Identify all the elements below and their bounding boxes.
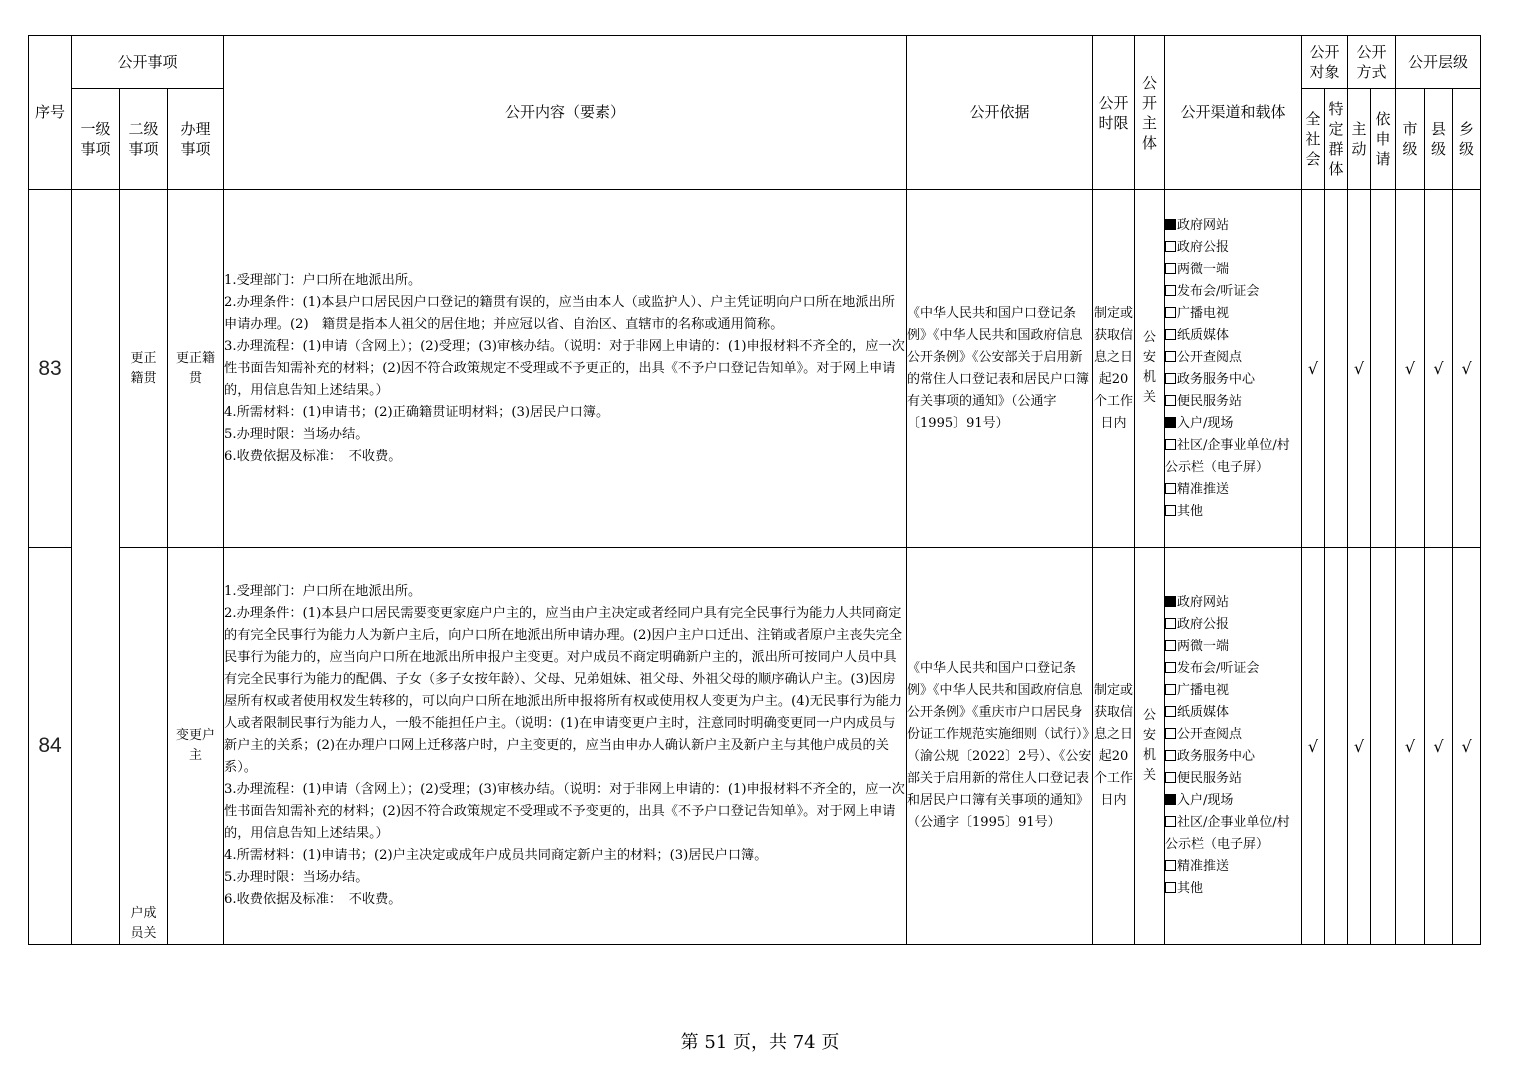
checkbox-icon bbox=[1165, 816, 1176, 827]
checkbox-icon bbox=[1165, 684, 1176, 695]
row-handle: 变更户主 bbox=[168, 548, 224, 945]
header-target-group: 特定群体 bbox=[1325, 89, 1348, 190]
channel-item: 公开查阅点 bbox=[1165, 724, 1301, 746]
header-method-request: 依申请 bbox=[1371, 89, 1396, 190]
header-level: 公开层级 bbox=[1396, 36, 1481, 89]
checkbox-icon bbox=[1165, 219, 1176, 230]
header-subject: 公开主体 bbox=[1135, 36, 1165, 190]
row-content bbox=[224, 190, 907, 548]
mark-town: √ bbox=[1453, 190, 1481, 548]
mark-request bbox=[1371, 190, 1396, 548]
header-basis: 公开依据 bbox=[907, 36, 1093, 190]
header-public-items: 公开事项 bbox=[72, 36, 224, 89]
channel-item: 社区/企事业单位/村公示栏（电子屏） bbox=[1165, 437, 1290, 475]
content-line: 2.办理条件：(1)本县户口居民需要变更家庭户户主的，应当由户主决定或者经同户具有完全民事行为能力人共同商定的有完全民事行为能力人为新户主后，向户口所在地派出所申请办理。(2)因户主户口迁出、注销或者原户主丧失完全民事行为能力的，应当向户口所在地派出所申报户主变更。对户成员不商定明确新户主的，派出所可按同户人员中具有完全民事行为能力的配偶、子女（多子女按年龄）、父母、兄弟姐妹、祖父母、外祖父母的顺序确认户主。(3)因房屋所有权或者使用权发生转移的，可以向户口所在地派出所申报将所有权或使用权人变更为户主。(4)无民事行为能力人或者限制民事行为能力人，一般不能担任户主。（说明：(1)在申请变更户主时，注意同时明确变更同一户内成员与新户主的关系；(2)在办理户口网上迁移落户时，户主变更的，应当由申办人确认新户主及新户主与其他户成员的关系）。 bbox=[224, 606, 903, 775]
mark-all: √ bbox=[1302, 190, 1325, 548]
channel-item: 其他 bbox=[1165, 501, 1301, 523]
channel-item: 政务服务中心 bbox=[1165, 746, 1301, 768]
mark-group bbox=[1325, 190, 1348, 548]
row-level2: 更正籍贯 bbox=[120, 190, 168, 548]
checkbox-icon bbox=[1165, 750, 1176, 761]
checkbox-icon bbox=[1165, 618, 1176, 629]
checkbox-icon bbox=[1165, 329, 1176, 340]
channel-item: 政府网站 bbox=[1165, 592, 1301, 614]
checkbox-icon bbox=[1165, 285, 1176, 296]
channel-item: 广播电视 bbox=[1165, 303, 1301, 325]
table-row bbox=[29, 548, 1481, 945]
header-method-active: 主动 bbox=[1348, 89, 1371, 190]
content-line: 6.收费依据及标准： 不收费。 bbox=[224, 448, 402, 464]
channel-item: 公开查阅点 bbox=[1165, 347, 1301, 369]
checkbox-icon bbox=[1165, 307, 1176, 318]
checkbox-icon bbox=[1165, 728, 1176, 739]
checkbox-icon bbox=[1165, 439, 1176, 450]
mark-county: √ bbox=[1425, 190, 1453, 548]
header-target-all: 全社会 bbox=[1302, 89, 1325, 190]
checkbox-icon bbox=[1165, 241, 1176, 252]
channel-item: 便民服务站 bbox=[1165, 391, 1301, 413]
row-content bbox=[224, 548, 907, 945]
header-level1: 一级事项 bbox=[72, 89, 120, 190]
row-level1 bbox=[72, 190, 120, 945]
row-channels bbox=[1165, 190, 1302, 548]
row-handle: 更正籍贯 bbox=[168, 190, 224, 548]
channel-item: 社区/企事业单位/村公示栏（电子屏） bbox=[1165, 815, 1290, 852]
channel-item: 入户/现场 bbox=[1165, 413, 1301, 435]
row-seq: 83 bbox=[29, 190, 72, 548]
channel-item: 入户/现场 bbox=[1165, 790, 1301, 812]
header-level-county: 县级 bbox=[1425, 89, 1453, 190]
content-line: 1.受理部门：户口所在地派出所。 bbox=[224, 272, 422, 288]
channel-item: 政府公报 bbox=[1165, 614, 1301, 636]
checkbox-icon bbox=[1165, 395, 1176, 406]
content-line: 3.办理流程：(1)申请（含网上）；(2)受理；(3)审核办结。（说明：对于非网上申请的：(1)申报材料不齐全的，应一次性书面告知需补充的材料；(2)因不符合政策规定不受理或不予更正的，出具《不予户口登记告知单》。对于网上申请的，用信息告知上述结果。） bbox=[224, 338, 905, 398]
checkbox-icon bbox=[1165, 794, 1176, 805]
checkbox-icon bbox=[1165, 373, 1176, 384]
header-seq: 序号 bbox=[29, 36, 72, 190]
row-level2: 户成员关 bbox=[120, 548, 168, 945]
content-line: 3.办理流程：(1)申请（含网上）；(2)受理；(3)审核办结。（说明：对于非网上申请的：(1)申报材料不齐全的，应一次性书面告知需补充的材料；(2)因不符合政策规定不受理或不予变更的，出具《不予户口登记告知单》。对于网上申请的，用信息告知上述结果。） bbox=[224, 782, 905, 841]
channel-item: 发布会/听证会 bbox=[1165, 281, 1301, 303]
header-level2: 二级事项 bbox=[120, 89, 168, 190]
mark-city: √ bbox=[1396, 190, 1425, 548]
channel-item: 纸质媒体 bbox=[1165, 702, 1301, 724]
channel-item: 精准推送 bbox=[1165, 856, 1301, 878]
mark-all: √ bbox=[1302, 548, 1325, 945]
row-subject: 公安机关 bbox=[1135, 190, 1165, 548]
channel-item: 政府网站 bbox=[1165, 215, 1301, 237]
content-line: 2.办理条件：(1)本县户口居民因户口登记的籍贯有误的，应当由本人（或监护人）、户主凭证明向户口所在地派出所申请办理。(2) 籍贯是指本人祖父的居住地；并应冠以省、自治区、直辖市的名称或通用简称。 bbox=[224, 294, 895, 332]
mark-active: √ bbox=[1348, 190, 1371, 548]
header-target: 公开对象 bbox=[1302, 36, 1348, 89]
mark-group bbox=[1325, 548, 1348, 945]
row-time-limit: 制定或获取信息之日起20个工作日内 bbox=[1093, 548, 1135, 945]
checkbox-icon bbox=[1165, 417, 1176, 428]
content-line: 4.所需材料：(1)申请书；(2)户主决定或成年户成员共同商定新户主的材料；(3)居民户口簿。 bbox=[224, 848, 768, 863]
content-line: 1.受理部门：户口所在地派出所。 bbox=[224, 584, 422, 599]
mark-county: √ bbox=[1425, 548, 1453, 945]
checkbox-icon bbox=[1165, 882, 1176, 893]
row-seq: 84 bbox=[29, 548, 72, 945]
header-level-city: 市级 bbox=[1396, 89, 1425, 190]
channel-item: 政务服务中心 bbox=[1165, 369, 1301, 391]
checkbox-icon bbox=[1165, 772, 1176, 783]
row-subject: 公安机关 bbox=[1135, 548, 1165, 945]
content-line: 4.所需材料：(1)申请书；(2)正确籍贯证明材料；(3)居民户口簿。 bbox=[224, 404, 610, 420]
content-line: 6.收费依据及标准： 不收费。 bbox=[224, 892, 402, 907]
disclosure-table bbox=[28, 35, 1481, 945]
checkbox-icon bbox=[1165, 662, 1176, 673]
channel-item: 两微一端 bbox=[1165, 636, 1301, 658]
row-basis: 《中华人民共和国户口登记条例》《中华人民共和国政府信息公开条例》《公安部关于启用新的常住人口登记表和居民户口簿有关事项的通知》（公通字〔1995〕91号） bbox=[907, 190, 1093, 548]
header-channels: 公开渠道和载体 bbox=[1165, 36, 1302, 190]
checkbox-icon bbox=[1165, 860, 1176, 871]
header-level-town: 乡级 bbox=[1453, 89, 1481, 190]
channel-item: 两微一端 bbox=[1165, 259, 1301, 281]
row-channels bbox=[1165, 548, 1302, 945]
checkbox-icon bbox=[1165, 706, 1176, 717]
content-line: 5.办理时限：当场办结。 bbox=[224, 870, 369, 885]
channel-item: 便民服务站 bbox=[1165, 768, 1301, 790]
channel-item: 发布会/听证会 bbox=[1165, 658, 1301, 680]
checkbox-icon bbox=[1165, 505, 1176, 516]
checkbox-icon bbox=[1165, 596, 1176, 607]
header-method: 公开方式 bbox=[1348, 36, 1396, 89]
checkbox-icon bbox=[1165, 640, 1176, 651]
channel-item: 精准推送 bbox=[1165, 479, 1301, 501]
checkbox-icon bbox=[1165, 483, 1176, 494]
checkbox-icon bbox=[1165, 263, 1176, 274]
channel-item: 纸质媒体 bbox=[1165, 325, 1301, 347]
mark-request bbox=[1371, 548, 1396, 945]
page-number: 第 51 页，共 74 页 bbox=[680, 1032, 840, 1053]
mark-city: √ bbox=[1396, 548, 1425, 945]
table-row bbox=[29, 190, 1481, 548]
content-line: 5.办理时限：当场办结。 bbox=[224, 426, 369, 442]
header-content: 公开内容（要素） bbox=[224, 36, 907, 190]
header-time-limit: 公开时限 bbox=[1093, 36, 1135, 190]
channel-item: 其他 bbox=[1165, 878, 1301, 900]
mark-town: √ bbox=[1453, 548, 1481, 945]
channel-item: 广播电视 bbox=[1165, 680, 1301, 702]
row-time-limit: 制定或获取信息之日起20个工作日内 bbox=[1093, 190, 1135, 548]
checkbox-icon bbox=[1165, 351, 1176, 362]
channel-item: 政府公报 bbox=[1165, 237, 1301, 259]
row-basis: 《中华人民共和国户口登记条例》《中华人民共和国政府信息公开条例》《重庆市户口居民身份证工作规范实施细则（试行）》（渝公规〔2022〕2号）、《公安部关于启用新的常住人口登记表和居民户口簿有关事项的通知》（公通字〔1995〕91号） bbox=[907, 548, 1093, 945]
header-handle: 办理事项 bbox=[168, 89, 224, 190]
mark-active: √ bbox=[1348, 548, 1371, 945]
